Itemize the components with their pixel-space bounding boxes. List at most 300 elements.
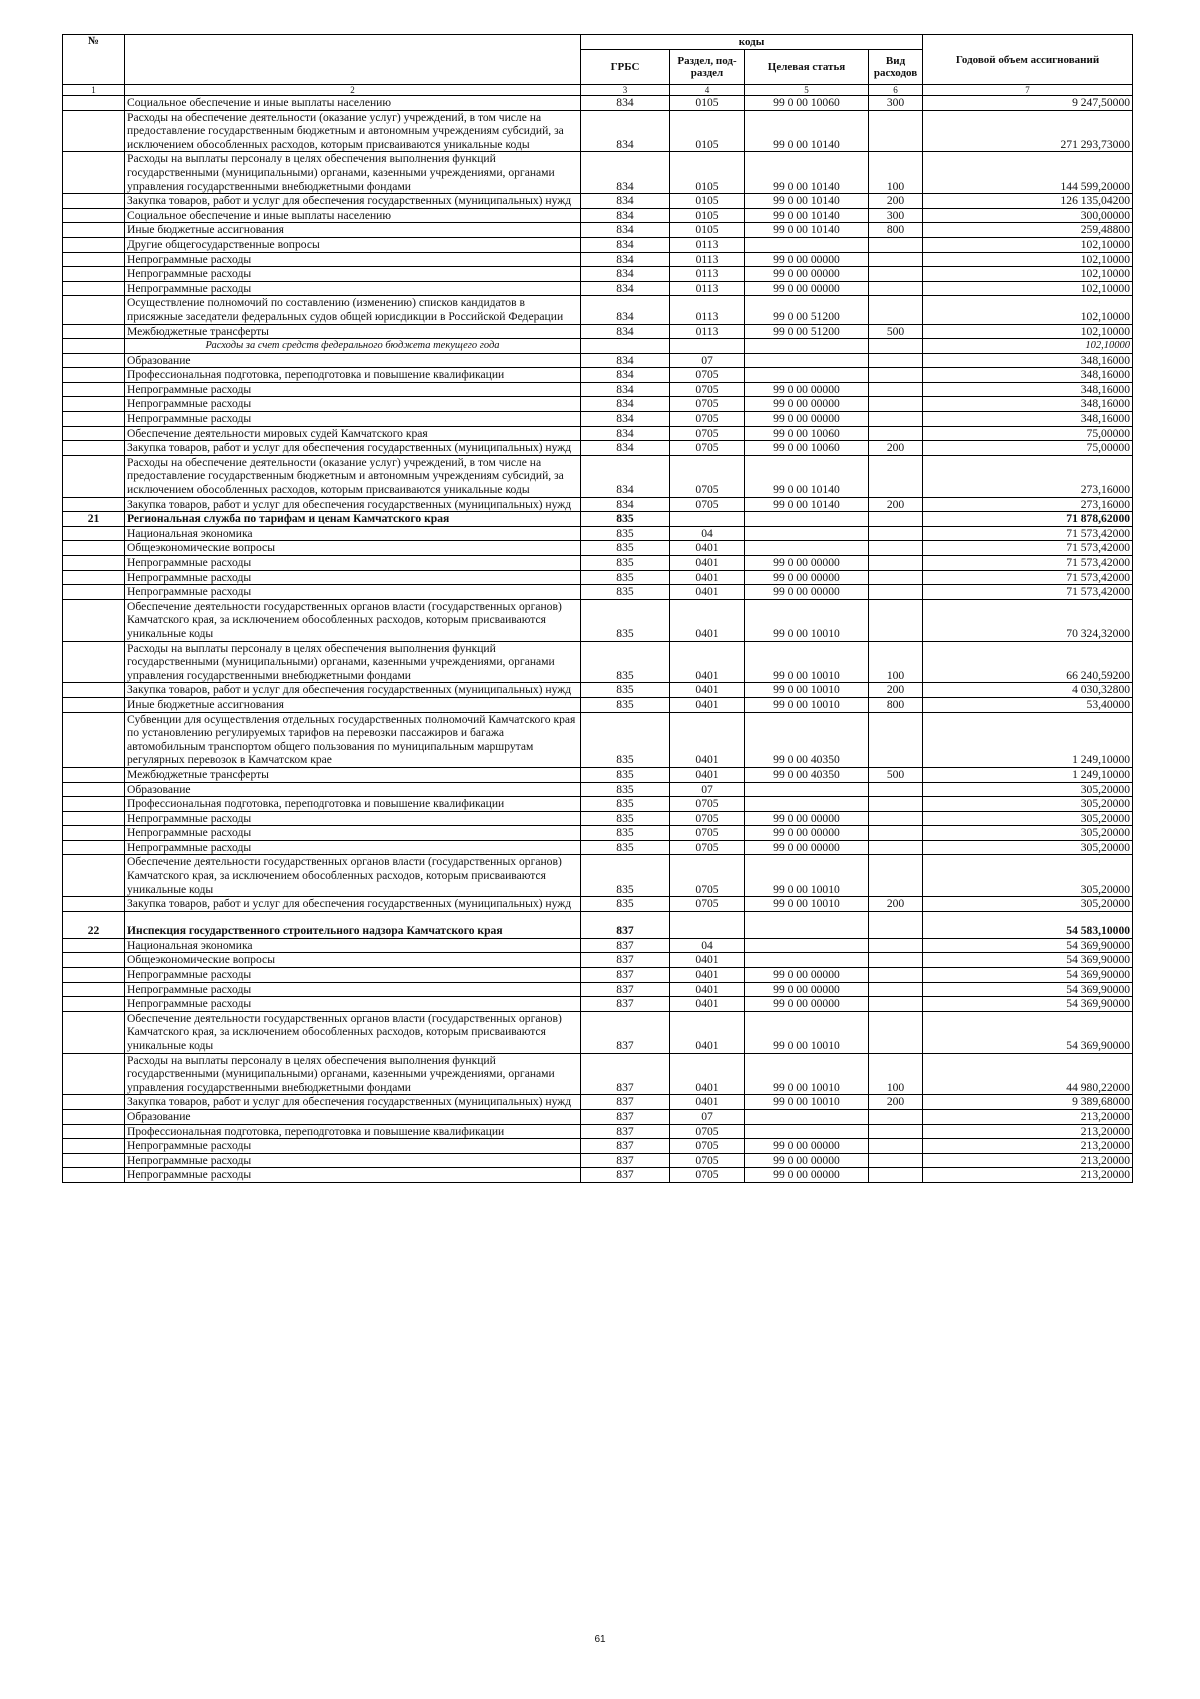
target-article-code: 99 0 00 00000 <box>745 1139 869 1154</box>
table-row <box>63 1153 1133 1168</box>
budget-page <box>62 34 1132 1183</box>
expense-type-code <box>869 982 923 997</box>
expense-type-code <box>869 997 923 1012</box>
grbs-code: 834 <box>581 455 670 497</box>
expense-name: Расходы на выплаты персоналу в целях обеспечения выполнения функций государственными (муниципальными) органами, казенными учреждениями, органами управления государственными внебюджетными фондами <box>125 1053 581 1095</box>
row-number <box>63 897 125 912</box>
razdel-code: 0705 <box>670 1168 745 1183</box>
grbs-code: 834 <box>581 194 670 209</box>
table-row <box>63 697 1133 712</box>
expense-name: Межбюджетные трансферты <box>125 324 581 339</box>
grbs-code: 835 <box>581 840 670 855</box>
row-number <box>63 1139 125 1154</box>
annual-amount: 300,00000 <box>923 208 1133 223</box>
expense-type-code: 200 <box>869 194 923 209</box>
row-number <box>63 556 125 571</box>
annual-amount: 144 599,20000 <box>923 152 1133 194</box>
row-number <box>63 223 125 238</box>
annual-amount: 44 980,22000 <box>923 1053 1133 1095</box>
expense-name: Непрограммные расходы <box>125 412 581 427</box>
grbs-code: 834 <box>581 110 670 152</box>
razdel-code: 0705 <box>670 826 745 841</box>
expense-type-code <box>869 296 923 324</box>
razdel-code: 0401 <box>670 767 745 782</box>
column-index: 6 <box>869 85 923 96</box>
annual-amount: 348,16000 <box>923 353 1133 368</box>
target-article-code <box>745 953 869 968</box>
expense-type-code: 200 <box>869 683 923 698</box>
row-number <box>63 826 125 841</box>
row-number <box>63 938 125 953</box>
row-number <box>63 997 125 1012</box>
target-article-code <box>745 1109 869 1124</box>
expense-name: Национальная экономика <box>125 526 581 541</box>
grbs-code <box>581 339 670 354</box>
razdel-code: 0401 <box>670 585 745 600</box>
target-article-code: 99 0 00 10010 <box>745 641 869 683</box>
razdel-code: 0401 <box>670 1095 745 1110</box>
target-article-code: 99 0 00 40350 <box>745 767 869 782</box>
header-sum: Годовой объем ассигнований <box>923 35 1133 85</box>
razdel-code: 0401 <box>670 570 745 585</box>
annual-amount: 273,16000 <box>923 455 1133 497</box>
expense-type-code: 800 <box>869 223 923 238</box>
razdel-code: 0705 <box>670 412 745 427</box>
grbs-code: 834 <box>581 324 670 339</box>
row-number <box>63 683 125 698</box>
table-row <box>63 267 1133 282</box>
expense-type-code <box>869 1139 923 1154</box>
expense-type-code: 200 <box>869 897 923 912</box>
expense-name: Непрограммные расходы <box>125 840 581 855</box>
row-number <box>63 412 125 427</box>
grbs-code: 834 <box>581 152 670 194</box>
annual-amount: 54 369,90000 <box>923 953 1133 968</box>
table-row <box>63 426 1133 441</box>
expense-name: Профессиональная подготовка, переподготовка и повышение квалификации <box>125 1124 581 1139</box>
table-row <box>63 1109 1133 1124</box>
expense-name: Общеэкономические вопросы <box>125 541 581 556</box>
table-row <box>63 1011 1133 1053</box>
razdel-code: 0401 <box>670 697 745 712</box>
target-article-code <box>745 797 869 812</box>
row-number <box>63 237 125 252</box>
expense-type-code <box>869 855 923 897</box>
grbs-code: 837 <box>581 997 670 1012</box>
target-article-code <box>745 911 869 938</box>
annual-amount: 9 247,50000 <box>923 96 1133 111</box>
header-vid: Вид расходов <box>869 50 923 85</box>
expense-name: Расходы на обеспечение деятельности (оказание услуг) учреждений, в том числе на предоставление государственным бюджетным и автономным учреждениям субсидий, за исключением обособленных расходов, которым присваиваются уникальные коды <box>125 110 581 152</box>
row-number <box>63 797 125 812</box>
razdel-code: 0105 <box>670 208 745 223</box>
row-number <box>63 152 125 194</box>
razdel-code: 04 <box>670 938 745 953</box>
expense-name: Закупка товаров, работ и услуг для обеспечения государственных (муниципальных) нужд <box>125 441 581 456</box>
expense-type-code <box>869 397 923 412</box>
row-number <box>63 96 125 111</box>
expense-name: Национальная экономика <box>125 938 581 953</box>
grbs-code: 837 <box>581 1168 670 1183</box>
expense-type-code <box>869 840 923 855</box>
annual-amount: 54 583,10000 <box>923 911 1133 938</box>
expense-type-code <box>869 541 923 556</box>
expense-name: Инспекция государственного строительного надзора Камчатского края <box>125 911 581 938</box>
expense-type-code <box>869 339 923 354</box>
row-number <box>63 982 125 997</box>
razdel-code: 0705 <box>670 897 745 912</box>
target-article-code: 99 0 00 10060 <box>745 96 869 111</box>
row-number <box>63 441 125 456</box>
row-number <box>63 324 125 339</box>
annual-amount: 54 369,90000 <box>923 938 1133 953</box>
expense-type-code <box>869 252 923 267</box>
row-number: 21 <box>63 512 125 527</box>
grbs-code: 835 <box>581 712 670 767</box>
grbs-code: 834 <box>581 281 670 296</box>
annual-amount: 213,20000 <box>923 1168 1133 1183</box>
expense-name: Профессиональная подготовка, переподготовка и повышение квалификации <box>125 797 581 812</box>
table-row <box>63 767 1133 782</box>
target-article-code: 99 0 00 00000 <box>745 397 869 412</box>
grbs-code: 834 <box>581 497 670 512</box>
grbs-code: 837 <box>581 1124 670 1139</box>
annual-amount: 305,20000 <box>923 897 1133 912</box>
razdel-code: 0705 <box>670 1153 745 1168</box>
expense-name: Непрограммные расходы <box>125 570 581 585</box>
target-article-code <box>745 541 869 556</box>
header-codes: коды <box>581 35 923 50</box>
razdel-code: 0705 <box>670 455 745 497</box>
grbs-code: 834 <box>581 368 670 383</box>
column-index: 4 <box>670 85 745 96</box>
grbs-code: 834 <box>581 397 670 412</box>
razdel-code: 0113 <box>670 324 745 339</box>
target-article-code: 99 0 00 00000 <box>745 997 869 1012</box>
row-number <box>63 252 125 267</box>
grbs-code: 834 <box>581 441 670 456</box>
target-article-code: 99 0 00 10140 <box>745 110 869 152</box>
expense-name: Непрограммные расходы <box>125 556 581 571</box>
grbs-code: 834 <box>581 267 670 282</box>
grbs-code: 834 <box>581 426 670 441</box>
expense-type-code <box>869 1109 923 1124</box>
expense-name: Непрограммные расходы <box>125 397 581 412</box>
table-row <box>63 368 1133 383</box>
razdel-code: 0401 <box>670 953 745 968</box>
target-article-code: 99 0 00 10140 <box>745 208 869 223</box>
grbs-code: 837 <box>581 911 670 938</box>
razdel-code: 0705 <box>670 840 745 855</box>
column-index-row <box>63 85 1133 96</box>
table-row <box>63 968 1133 983</box>
target-article-code: 99 0 00 10060 <box>745 441 869 456</box>
razdel-code: 0105 <box>670 152 745 194</box>
target-article-code: 99 0 00 00000 <box>745 267 869 282</box>
row-number <box>63 641 125 683</box>
annual-amount: 75,00000 <box>923 426 1133 441</box>
row-number <box>63 1095 125 1110</box>
table-row <box>63 324 1133 339</box>
annual-amount: 102,10000 <box>923 281 1133 296</box>
row-number <box>63 855 125 897</box>
expense-type-code: 500 <box>869 324 923 339</box>
target-article-code: 99 0 00 10010 <box>745 599 869 641</box>
table-row <box>63 339 1133 354</box>
table-row <box>63 353 1133 368</box>
expense-name: Непрограммные расходы <box>125 997 581 1012</box>
row-number <box>63 585 125 600</box>
table-row <box>63 641 1133 683</box>
table-row <box>63 683 1133 698</box>
expense-type-code <box>869 1124 923 1139</box>
table-row <box>63 1168 1133 1183</box>
razdel-code: 0105 <box>670 110 745 152</box>
table-row <box>63 194 1133 209</box>
grbs-code: 835 <box>581 897 670 912</box>
target-article-code <box>745 938 869 953</box>
table-row <box>63 826 1133 841</box>
expense-type-code <box>869 368 923 383</box>
grbs-code: 834 <box>581 296 670 324</box>
grbs-code: 837 <box>581 1153 670 1168</box>
expense-name: Непрограммные расходы <box>125 382 581 397</box>
header-row-1 <box>63 35 1133 50</box>
expense-type-code <box>869 526 923 541</box>
razdel-code: 0401 <box>670 556 745 571</box>
target-article-code: 99 0 00 10010 <box>745 897 869 912</box>
target-article-code: 99 0 00 10140 <box>745 152 869 194</box>
annual-amount: 305,20000 <box>923 797 1133 812</box>
grbs-code: 835 <box>581 541 670 556</box>
target-article-code <box>745 353 869 368</box>
expense-name: Закупка товаров, работ и услуг для обеспечения государственных (муниципальных) нужд <box>125 683 581 698</box>
column-index: 5 <box>745 85 869 96</box>
table-row <box>63 997 1133 1012</box>
annual-amount: 102,10000 <box>923 324 1133 339</box>
expense-name: Закупка товаров, работ и услуг для обеспечения государственных (муниципальных) нужд <box>125 1095 581 1110</box>
razdel-code <box>670 339 745 354</box>
razdel-code: 0401 <box>670 968 745 983</box>
expense-type-code <box>869 110 923 152</box>
table-row <box>63 953 1133 968</box>
annual-amount: 1 249,10000 <box>923 712 1133 767</box>
row-number <box>63 110 125 152</box>
column-index: 2 <box>125 85 581 96</box>
razdel-code: 07 <box>670 782 745 797</box>
target-article-code: 99 0 00 00000 <box>745 968 869 983</box>
expense-type-code <box>869 968 923 983</box>
expense-name: Непрограммные расходы <box>125 1153 581 1168</box>
column-index: 7 <box>923 85 1133 96</box>
grbs-code: 834 <box>581 412 670 427</box>
expense-name: Профессиональная подготовка, переподготовка и повышение квалификации <box>125 368 581 383</box>
grbs-code: 837 <box>581 982 670 997</box>
expense-name: Обеспечение деятельности мировых судей Камчатского края <box>125 426 581 441</box>
budget-rows <box>63 96 1133 1183</box>
grbs-code: 835 <box>581 683 670 698</box>
expense-type-code <box>869 412 923 427</box>
table-row <box>63 855 1133 897</box>
grbs-code: 834 <box>581 208 670 223</box>
expense-type-code <box>869 599 923 641</box>
razdel-code: 0705 <box>670 397 745 412</box>
razdel-code: 0401 <box>670 1053 745 1095</box>
table-row <box>63 911 1133 938</box>
annual-amount: 71 573,42000 <box>923 556 1133 571</box>
razdel-code: 0401 <box>670 599 745 641</box>
grbs-code: 835 <box>581 585 670 600</box>
razdel-code: 0113 <box>670 281 745 296</box>
grbs-code: 835 <box>581 797 670 812</box>
row-number <box>63 208 125 223</box>
target-article-code <box>745 526 869 541</box>
razdel-code: 0113 <box>670 296 745 324</box>
expense-name: Непрограммные расходы <box>125 982 581 997</box>
grbs-code: 837 <box>581 938 670 953</box>
table-row <box>63 1095 1133 1110</box>
expense-name: Непрограммные расходы <box>125 968 581 983</box>
razdel-code: 0105 <box>670 223 745 238</box>
grbs-code: 834 <box>581 353 670 368</box>
annual-amount: 75,00000 <box>923 441 1133 456</box>
annual-amount: 213,20000 <box>923 1139 1133 1154</box>
expense-name: Расходы на выплаты персоналу в целях обеспечения выполнения функций государственными (муниципальными) органами, казенными учреждениями, органами управления государственными внебюджетными фондами <box>125 641 581 683</box>
annual-amount: 4 030,32800 <box>923 683 1133 698</box>
annual-amount: 348,16000 <box>923 412 1133 427</box>
table-row <box>63 397 1133 412</box>
expense-name: Непрограммные расходы <box>125 267 581 282</box>
target-article-code <box>745 339 869 354</box>
expense-name: Социальное обеспечение и иные выплаты населению <box>125 208 581 223</box>
row-number <box>63 426 125 441</box>
target-article-code: 99 0 00 10010 <box>745 855 869 897</box>
grbs-code: 835 <box>581 826 670 841</box>
annual-amount: 126 135,04200 <box>923 194 1133 209</box>
annual-amount: 102,10000 <box>923 296 1133 324</box>
annual-amount: 71 573,42000 <box>923 585 1133 600</box>
expense-type-code: 100 <box>869 1053 923 1095</box>
header-grbs: ГРБС <box>581 50 670 85</box>
table-row <box>63 570 1133 585</box>
expense-type-code <box>869 1168 923 1183</box>
page-number: 61 <box>594 1634 606 1645</box>
annual-amount: 54 369,90000 <box>923 968 1133 983</box>
target-article-code: 99 0 00 10010 <box>745 1095 869 1110</box>
annual-amount: 213,20000 <box>923 1109 1133 1124</box>
expense-type-code <box>869 426 923 441</box>
razdel-code: 0705 <box>670 497 745 512</box>
expense-type-code: 500 <box>869 767 923 782</box>
row-number <box>63 194 125 209</box>
table-row <box>63 497 1133 512</box>
table-row <box>63 782 1133 797</box>
expense-type-code <box>869 455 923 497</box>
table-row <box>63 526 1133 541</box>
annual-amount: 71 573,42000 <box>923 526 1133 541</box>
table-row <box>63 152 1133 194</box>
grbs-code: 835 <box>581 782 670 797</box>
annual-amount: 259,48800 <box>923 223 1133 238</box>
target-article-code: 99 0 00 10010 <box>745 1011 869 1053</box>
target-article-code <box>745 237 869 252</box>
expense-name: Расходы за счет средств федерального бюджета текущего года <box>125 339 581 354</box>
table-row <box>63 208 1133 223</box>
row-number <box>63 1053 125 1095</box>
header-num: № <box>63 35 125 85</box>
razdel-code: 0705 <box>670 426 745 441</box>
table-row <box>63 110 1133 152</box>
expense-type-code <box>869 281 923 296</box>
expense-name: Другие общегосударственные вопросы <box>125 237 581 252</box>
expense-name: Образование <box>125 1109 581 1124</box>
expense-name: Закупка товаров, работ и услуг для обеспечения государственных (муниципальных) нужд <box>125 497 581 512</box>
table-row <box>63 897 1133 912</box>
row-number <box>63 712 125 767</box>
annual-amount: 102,10000 <box>923 237 1133 252</box>
target-article-code: 99 0 00 10140 <box>745 497 869 512</box>
razdel-code <box>670 512 745 527</box>
razdel-code: 0401 <box>670 683 745 698</box>
expense-type-code: 200 <box>869 497 923 512</box>
annual-amount: 70 324,32000 <box>923 599 1133 641</box>
table-row <box>63 512 1133 527</box>
target-article-code: 99 0 00 00000 <box>745 982 869 997</box>
target-article-code: 99 0 00 10060 <box>745 426 869 441</box>
grbs-code: 835 <box>581 526 670 541</box>
row-number <box>63 368 125 383</box>
expense-type-code <box>869 826 923 841</box>
target-article-code: 99 0 00 10140 <box>745 194 869 209</box>
expense-type-code: 300 <box>869 96 923 111</box>
target-article-code: 99 0 00 00000 <box>745 811 869 826</box>
row-number <box>63 397 125 412</box>
expense-name: Образование <box>125 782 581 797</box>
annual-amount: 71 573,42000 <box>923 570 1133 585</box>
grbs-code: 834 <box>581 237 670 252</box>
expense-type-code: 200 <box>869 441 923 456</box>
grbs-code: 835 <box>581 697 670 712</box>
razdel-code: 0705 <box>670 1124 745 1139</box>
annual-amount: 71 878,62000 <box>923 512 1133 527</box>
row-number <box>63 1124 125 1139</box>
razdel-code: 0705 <box>670 382 745 397</box>
target-article-code: 99 0 00 00000 <box>745 826 869 841</box>
table-row <box>63 455 1133 497</box>
expense-type-code <box>869 1153 923 1168</box>
expense-name: Субвенции для осуществления отдельных государственных полномочий Камчатского края по установлению регулируемых тарифов на перевозки пассажиров и багажа автомобильным транспортом общего пользования по муниципальным маршрутам регулярных перевозок в Камчатском крае <box>125 712 581 767</box>
razdel-code: 04 <box>670 526 745 541</box>
expense-name: Социальное обеспечение и иные выплаты населению <box>125 96 581 111</box>
expense-type-code <box>869 1011 923 1053</box>
razdel-code: 0705 <box>670 1139 745 1154</box>
expense-type-code <box>869 556 923 571</box>
target-article-code: 99 0 00 00000 <box>745 556 869 571</box>
column-index: 3 <box>581 85 670 96</box>
header-celevaya: Целевая статья <box>745 50 869 85</box>
table-row <box>63 1053 1133 1095</box>
annual-amount: 9 389,68000 <box>923 1095 1133 1110</box>
annual-amount: 305,20000 <box>923 855 1133 897</box>
expense-type-code <box>869 585 923 600</box>
annual-amount: 53,40000 <box>923 697 1133 712</box>
razdel-code: 0113 <box>670 252 745 267</box>
target-article-code: 99 0 00 10140 <box>745 223 869 238</box>
grbs-code: 835 <box>581 811 670 826</box>
table-row <box>63 811 1133 826</box>
table-row <box>63 252 1133 267</box>
razdel-code: 0401 <box>670 541 745 556</box>
